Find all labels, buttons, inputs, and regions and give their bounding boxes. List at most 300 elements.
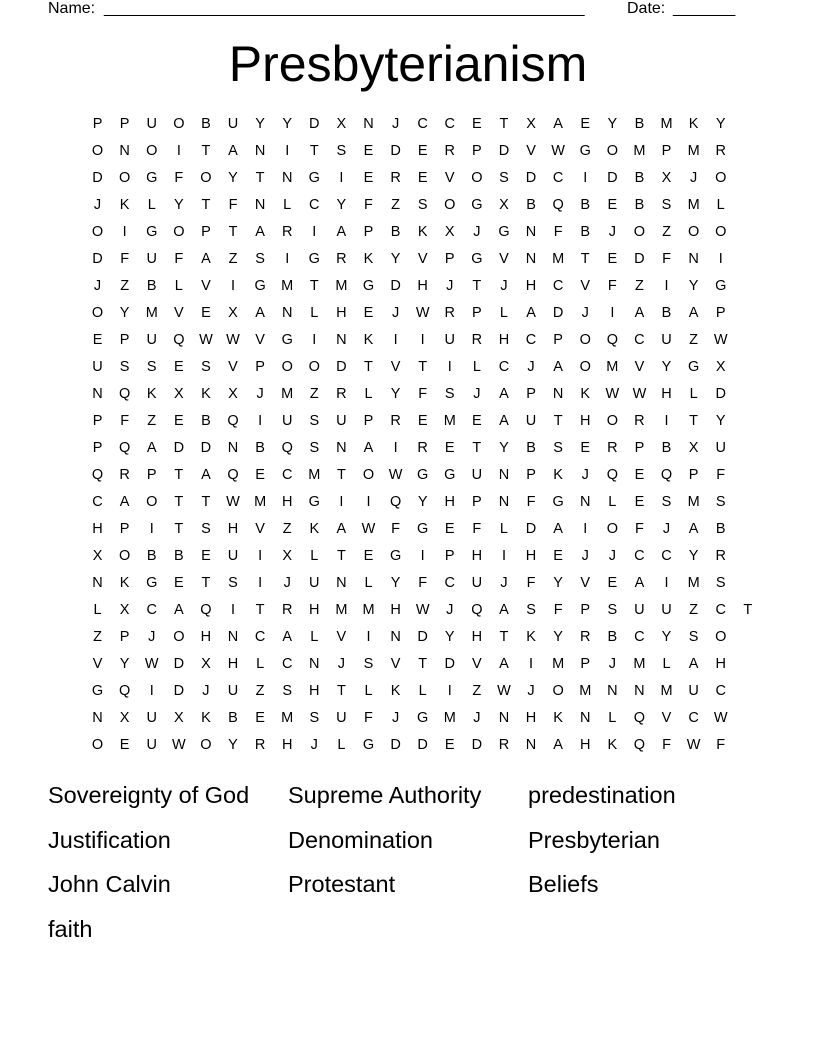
grid-letter[interactable]: X: [228, 386, 238, 402]
grid-letter[interactable]: S: [309, 710, 320, 726]
grid-letter[interactable]: Z: [147, 413, 157, 429]
grid-letter[interactable]: A: [363, 440, 374, 456]
grid-letter[interactable]: N: [498, 467, 510, 483]
grid-letter[interactable]: Q: [119, 683, 131, 699]
grid-letter[interactable]: W: [497, 683, 511, 699]
grid-letter[interactable]: N: [525, 224, 537, 240]
grid-letter[interactable]: S: [661, 197, 672, 213]
grid-letter[interactable]: H: [471, 629, 483, 645]
grid-letter[interactable]: F: [418, 386, 428, 402]
grid-letter[interactable]: E: [607, 251, 618, 267]
grid-letter[interactable]: M: [552, 251, 565, 267]
grid-letter[interactable]: N: [579, 494, 591, 510]
grid-letter[interactable]: X: [688, 440, 699, 456]
grid-letter[interactable]: O: [633, 224, 646, 240]
grid-letter[interactable]: V: [634, 359, 645, 375]
grid-letter[interactable]: L: [689, 386, 698, 402]
grid-letter[interactable]: J: [148, 629, 156, 645]
grid-letter[interactable]: P: [146, 467, 157, 483]
grid-letter[interactable]: I: [393, 332, 398, 348]
grid-letter[interactable]: T: [336, 548, 346, 564]
grid-letter[interactable]: P: [119, 332, 130, 348]
grid-letter[interactable]: J: [337, 656, 346, 672]
grid-letter[interactable]: N: [281, 305, 293, 321]
grid-letter[interactable]: F: [526, 575, 536, 591]
grid-letter[interactable]: Y: [282, 116, 293, 132]
grid-letter[interactable]: L: [364, 575, 373, 591]
grid-letter[interactable]: X: [92, 548, 103, 564]
grid-letter[interactable]: T: [255, 170, 265, 186]
grid-letter[interactable]: Y: [715, 116, 726, 132]
grid-letter[interactable]: S: [607, 602, 618, 618]
grid-letter[interactable]: G: [417, 521, 429, 537]
grid-letter[interactable]: D: [173, 440, 185, 456]
grid-letter[interactable]: N: [227, 440, 239, 456]
grid-letter[interactable]: O: [91, 143, 104, 159]
grid-letter[interactable]: O: [579, 359, 591, 375]
grid-letter[interactable]: R: [336, 251, 347, 267]
grid-letter[interactable]: S: [309, 413, 320, 429]
grid-letter[interactable]: A: [499, 413, 509, 429]
grid-letter[interactable]: M: [687, 143, 700, 159]
grid-letter[interactable]: G: [579, 143, 591, 159]
grid-letter[interactable]: Q: [200, 602, 212, 618]
grid-letter[interactable]: A: [336, 224, 347, 240]
grid-letter[interactable]: R: [390, 170, 401, 186]
grid-letter[interactable]: I: [447, 359, 452, 375]
grid-letter[interactable]: W: [713, 710, 728, 726]
grid-letter[interactable]: P: [688, 467, 699, 483]
grid-letter[interactable]: B: [661, 305, 672, 321]
grid-letter[interactable]: P: [92, 440, 103, 456]
grid-letter[interactable]: Q: [119, 440, 131, 456]
grid-letter[interactable]: P: [444, 548, 455, 564]
grid-letter[interactable]: L: [499, 305, 508, 321]
grid-letter[interactable]: W: [199, 332, 213, 348]
grid-letter[interactable]: I: [610, 305, 615, 321]
grid-letter[interactable]: F: [120, 413, 130, 429]
grid-letter[interactable]: B: [634, 116, 645, 132]
grid-letter[interactable]: F: [228, 197, 238, 213]
grid-letter[interactable]: I: [231, 278, 236, 294]
grid-letter[interactable]: J: [391, 116, 400, 132]
grid-letter[interactable]: Q: [471, 602, 483, 618]
grid-letter[interactable]: Y: [119, 656, 130, 672]
grid-letter[interactable]: D: [525, 170, 537, 186]
grid-letter[interactable]: E: [634, 494, 645, 510]
grid-letter[interactable]: R: [444, 305, 455, 321]
grid-letter[interactable]: Z: [309, 386, 319, 402]
grid-letter[interactable]: J: [527, 683, 535, 699]
grid-letter[interactable]: J: [391, 710, 400, 726]
grid-letter[interactable]: N: [390, 629, 401, 645]
grid-letter[interactable]: E: [444, 737, 455, 753]
grid-letter[interactable]: I: [664, 278, 669, 294]
grid-letter[interactable]: G: [308, 170, 320, 186]
grid-letter[interactable]: E: [363, 305, 374, 321]
grid-letter[interactable]: E: [173, 575, 184, 591]
grid-letter[interactable]: O: [444, 197, 456, 213]
grid-letter[interactable]: J: [500, 278, 508, 294]
grid-letter[interactable]: K: [363, 251, 374, 267]
grid-letter[interactable]: G: [498, 224, 510, 240]
grid-letter[interactable]: M: [335, 278, 348, 294]
grid-letter[interactable]: Q: [281, 440, 293, 456]
grid-letter[interactable]: F: [716, 467, 726, 483]
grid-letter[interactable]: G: [308, 494, 320, 510]
grid-letter[interactable]: B: [201, 413, 211, 429]
grid-letter[interactable]: E: [472, 116, 482, 132]
grid-letter[interactable]: V: [255, 332, 265, 348]
grid-letter[interactable]: L: [608, 710, 617, 726]
grid-letter[interactable]: B: [715, 521, 726, 537]
grid-letter[interactable]: V: [472, 656, 482, 672]
grid-letter[interactable]: V: [417, 251, 428, 267]
grid-letter[interactable]: S: [119, 359, 130, 375]
grid-letter[interactable]: D: [525, 521, 537, 537]
grid-letter[interactable]: N: [498, 494, 510, 510]
grid-letter[interactable]: B: [201, 116, 211, 132]
grid-letter[interactable]: E: [580, 440, 591, 456]
grid-letter[interactable]: A: [336, 521, 347, 537]
grid-letter[interactable]: R: [417, 440, 428, 456]
grid-letter[interactable]: B: [526, 197, 536, 213]
grid-letter[interactable]: M: [281, 278, 294, 294]
grid-letter[interactable]: K: [119, 197, 130, 213]
grid-letter[interactable]: Q: [389, 494, 402, 510]
grid-letter[interactable]: N: [309, 656, 320, 672]
grid-letter[interactable]: Q: [227, 413, 239, 429]
grid-letter[interactable]: B: [661, 440, 672, 456]
grid-letter[interactable]: R: [444, 143, 455, 159]
grid-letter[interactable]: H: [498, 332, 510, 348]
grid-letter[interactable]: U: [336, 413, 347, 429]
grid-letter[interactable]: V: [661, 710, 672, 726]
grid-letter[interactable]: W: [226, 494, 240, 510]
grid-letter[interactable]: W: [226, 332, 240, 348]
grid-letter[interactable]: S: [282, 683, 293, 699]
grid-letter[interactable]: Q: [660, 467, 673, 483]
grid-letter[interactable]: N: [688, 251, 699, 267]
grid-letter[interactable]: K: [417, 224, 428, 240]
grid-letter[interactable]: J: [500, 575, 508, 591]
grid-letter[interactable]: Y: [661, 359, 672, 375]
grid-letter[interactable]: E: [92, 332, 103, 348]
grid-letter[interactable]: D: [552, 305, 564, 321]
grid-letter[interactable]: E: [580, 116, 591, 132]
grid-letter[interactable]: W: [551, 143, 565, 159]
grid-letter[interactable]: I: [149, 683, 154, 699]
grid-letter[interactable]: L: [310, 305, 319, 321]
grid-letter[interactable]: G: [471, 251, 483, 267]
grid-letter[interactable]: G: [91, 683, 104, 699]
grid-letter[interactable]: C: [417, 116, 428, 132]
grid-letter[interactable]: F: [120, 251, 130, 267]
grid-letter[interactable]: Y: [688, 278, 699, 294]
grid-letter[interactable]: F: [174, 251, 184, 267]
grid-letter[interactable]: Y: [228, 737, 238, 753]
grid-letter[interactable]: T: [309, 278, 319, 294]
grid-letter[interactable]: T: [553, 413, 563, 429]
grid-letter[interactable]: P: [201, 224, 211, 240]
grid-letter[interactable]: U: [227, 548, 239, 564]
grid-letter[interactable]: T: [364, 359, 373, 375]
grid-letter[interactable]: B: [228, 710, 238, 726]
grid-letter[interactable]: T: [201, 494, 211, 510]
grid-letter[interactable]: O: [119, 548, 131, 564]
grid-letter[interactable]: I: [501, 548, 506, 564]
grid-letter[interactable]: D: [390, 143, 401, 159]
grid-letter[interactable]: A: [499, 386, 509, 402]
grid-letter[interactable]: J: [93, 197, 102, 213]
grid-letter[interactable]: P: [661, 143, 672, 159]
grid-letter[interactable]: A: [499, 656, 509, 672]
grid-letter[interactable]: F: [662, 737, 671, 753]
grid-letter[interactable]: R: [607, 440, 618, 456]
grid-letter[interactable]: C: [715, 683, 726, 699]
grid-letter[interactable]: I: [529, 656, 534, 672]
grid-letter[interactable]: M: [660, 116, 673, 132]
grid-letter[interactable]: K: [553, 710, 563, 726]
grid-letter[interactable]: E: [363, 548, 374, 564]
grid-letter[interactable]: Y: [390, 386, 401, 402]
grid-letter[interactable]: U: [661, 332, 672, 348]
grid-letter[interactable]: W: [686, 737, 701, 753]
grid-letter[interactable]: G: [687, 359, 700, 375]
grid-letter[interactable]: U: [715, 440, 726, 456]
grid-letter[interactable]: P: [92, 413, 103, 429]
grid-letter[interactable]: O: [146, 143, 158, 159]
grid-letter[interactable]: T: [336, 683, 346, 699]
grid-letter[interactable]: D: [200, 440, 212, 456]
grid-letter[interactable]: V: [499, 251, 509, 267]
grid-letter[interactable]: N: [336, 575, 347, 591]
grid-letter[interactable]: O: [91, 737, 104, 753]
grid-letter[interactable]: B: [255, 440, 265, 456]
grid-letter[interactable]: F: [526, 494, 536, 510]
grid-letter[interactable]: I: [366, 629, 371, 645]
grid-letter[interactable]: T: [174, 494, 184, 510]
grid-letter[interactable]: O: [606, 143, 618, 159]
grid-letter[interactable]: C: [634, 629, 645, 645]
grid-letter[interactable]: Q: [173, 332, 185, 348]
grid-letter[interactable]: E: [607, 575, 618, 591]
grid-letter[interactable]: M: [660, 683, 673, 699]
grid-letter[interactable]: U: [444, 332, 455, 348]
grid-letter[interactable]: Q: [227, 467, 239, 483]
grid-letter[interactable]: G: [715, 278, 727, 294]
grid-letter[interactable]: K: [363, 332, 374, 348]
grid-letter[interactable]: M: [443, 710, 456, 726]
grid-letter[interactable]: H: [444, 494, 455, 510]
grid-letter[interactable]: D: [498, 143, 510, 159]
grid-letter[interactable]: J: [527, 359, 535, 375]
grid-letter[interactable]: I: [583, 170, 588, 186]
grid-letter[interactable]: O: [606, 521, 618, 537]
grid-letter[interactable]: A: [228, 143, 238, 159]
grid-letter[interactable]: H: [661, 386, 672, 402]
grid-letter[interactable]: M: [281, 386, 294, 402]
grid-letter[interactable]: X: [336, 116, 347, 132]
grid-letter[interactable]: P: [526, 386, 536, 402]
grid-letter[interactable]: D: [173, 656, 185, 672]
grid-letter[interactable]: C: [146, 602, 157, 618]
grid-letter[interactable]: L: [337, 737, 346, 753]
grid-letter[interactable]: T: [309, 143, 319, 159]
grid-letter[interactable]: U: [146, 116, 157, 132]
grid-letter[interactable]: C: [634, 548, 645, 564]
grid-letter[interactable]: S: [201, 359, 211, 375]
grid-letter[interactable]: O: [552, 683, 564, 699]
grid-letter[interactable]: I: [312, 224, 317, 240]
grid-letter[interactable]: I: [285, 143, 290, 159]
grid-letter[interactable]: B: [580, 197, 591, 213]
grid-letter[interactable]: B: [634, 197, 645, 213]
grid-letter[interactable]: C: [281, 467, 293, 483]
grid-letter[interactable]: C: [444, 116, 455, 132]
grid-letter[interactable]: E: [363, 170, 374, 186]
grid-letter[interactable]: P: [472, 143, 482, 159]
grid-letter[interactable]: D: [309, 116, 320, 132]
grid-letter[interactable]: S: [553, 440, 563, 456]
grid-letter[interactable]: H: [579, 413, 591, 429]
grid-letter[interactable]: E: [417, 143, 428, 159]
grid-letter[interactable]: D: [607, 170, 618, 186]
grid-letter[interactable]: D: [417, 629, 428, 645]
grid-letter[interactable]: L: [283, 197, 292, 213]
grid-letter[interactable]: P: [119, 629, 130, 645]
grid-letter[interactable]: P: [363, 224, 374, 240]
grid-letter[interactable]: F: [716, 737, 726, 753]
grid-letter[interactable]: L: [499, 521, 508, 537]
grid-letter[interactable]: N: [119, 143, 130, 159]
grid-letter[interactable]: K: [688, 116, 699, 132]
grid-letter[interactable]: O: [579, 332, 591, 348]
grid-letter[interactable]: V: [92, 656, 103, 672]
grid-letter[interactable]: R: [336, 386, 347, 402]
grid-letter[interactable]: C: [715, 602, 726, 618]
grid-letter[interactable]: N: [281, 170, 293, 186]
grid-letter[interactable]: S: [201, 521, 211, 537]
grid-letter[interactable]: F: [553, 224, 563, 240]
grid-letter[interactable]: T: [499, 629, 509, 645]
grid-letter[interactable]: K: [390, 683, 401, 699]
grid-letter[interactable]: G: [146, 575, 158, 591]
grid-letter[interactable]: W: [415, 602, 430, 618]
grid-letter[interactable]: G: [362, 737, 375, 753]
grid-letter[interactable]: V: [336, 629, 347, 645]
grid-letter[interactable]: J: [473, 710, 481, 726]
grid-letter[interactable]: Y: [661, 629, 672, 645]
grid-letter[interactable]: J: [608, 224, 616, 240]
grid-letter[interactable]: F: [391, 521, 400, 537]
grid-letter[interactable]: Q: [606, 467, 618, 483]
grid-letter[interactable]: J: [581, 467, 589, 483]
grid-letter[interactable]: L: [608, 494, 617, 510]
grid-letter[interactable]: M: [443, 413, 456, 429]
grid-letter[interactable]: T: [743, 602, 753, 618]
grid-letter[interactable]: A: [255, 305, 265, 321]
grid-letter[interactable]: M: [145, 305, 158, 321]
grid-letter[interactable]: A: [553, 521, 563, 537]
grid-letter[interactable]: P: [715, 305, 726, 321]
grid-letter[interactable]: N: [363, 116, 374, 132]
grid-letter[interactable]: H: [92, 521, 103, 537]
grid-letter[interactable]: D: [92, 251, 103, 267]
grid-letter[interactable]: T: [228, 224, 238, 240]
grid-letter[interactable]: W: [605, 386, 620, 402]
grid-letter[interactable]: O: [200, 737, 212, 753]
grid-letter[interactable]: U: [146, 710, 157, 726]
grid-letter[interactable]: V: [580, 278, 591, 294]
grid-letter[interactable]: X: [444, 224, 455, 240]
grid-letter[interactable]: P: [119, 116, 130, 132]
grid-letter[interactable]: C: [498, 359, 510, 375]
grid-letter[interactable]: G: [444, 467, 456, 483]
grid-letter[interactable]: E: [444, 521, 455, 537]
grid-letter[interactable]: R: [281, 224, 293, 240]
grid-letter[interactable]: Z: [228, 251, 238, 267]
grid-letter[interactable]: F: [364, 197, 373, 213]
grid-letter[interactable]: S: [146, 359, 157, 375]
grid-letter[interactable]: O: [173, 224, 185, 240]
grid-letter[interactable]: Z: [391, 197, 400, 213]
grid-letter[interactable]: N: [525, 737, 537, 753]
grid-letter[interactable]: V: [173, 305, 184, 321]
grid-letter[interactable]: S: [417, 197, 428, 213]
grid-letter[interactable]: X: [526, 116, 536, 132]
grid-letter[interactable]: I: [718, 251, 723, 267]
grid-letter[interactable]: A: [553, 737, 563, 753]
grid-letter[interactable]: Y: [119, 305, 130, 321]
grid-letter[interactable]: U: [92, 359, 103, 375]
grid-letter[interactable]: T: [201, 575, 211, 591]
grid-letter[interactable]: C: [281, 656, 293, 672]
grid-letter[interactable]: B: [173, 548, 184, 564]
grid-letter[interactable]: R: [579, 629, 591, 645]
grid-letter[interactable]: P: [634, 440, 645, 456]
grid-letter[interactable]: T: [580, 251, 590, 267]
grid-letter[interactable]: T: [499, 116, 509, 132]
grid-letter[interactable]: J: [256, 386, 264, 402]
grid-letter[interactable]: J: [391, 305, 400, 321]
grid-letter[interactable]: U: [661, 602, 672, 618]
grid-letter[interactable]: M: [362, 602, 375, 618]
grid-letter[interactable]: P: [119, 521, 130, 537]
grid-letter[interactable]: E: [119, 737, 130, 753]
grid-letter[interactable]: L: [364, 683, 373, 699]
grid-letter[interactable]: O: [308, 359, 320, 375]
grid-letter[interactable]: X: [715, 359, 726, 375]
grid-letter[interactable]: G: [281, 332, 293, 348]
grid-letter[interactable]: Y: [390, 575, 401, 591]
grid-letter[interactable]: Q: [91, 467, 104, 483]
grid-letter[interactable]: T: [201, 197, 211, 213]
grid-letter[interactable]: H: [390, 602, 401, 618]
grid-letter[interactable]: J: [202, 683, 210, 699]
grid-letter[interactable]: O: [281, 359, 293, 375]
grid-letter[interactable]: R: [254, 737, 266, 753]
grid-letter[interactable]: Y: [499, 440, 509, 456]
grid-letter[interactable]: J: [283, 575, 291, 591]
grid-letter[interactable]: N: [227, 629, 239, 645]
grid-letter[interactable]: N: [336, 440, 347, 456]
grid-letter[interactable]: S: [526, 602, 536, 618]
grid-letter[interactable]: I: [664, 575, 669, 591]
grid-letter[interactable]: H: [417, 278, 428, 294]
grid-letter[interactable]: X: [173, 710, 184, 726]
grid-letter[interactable]: T: [174, 521, 184, 537]
